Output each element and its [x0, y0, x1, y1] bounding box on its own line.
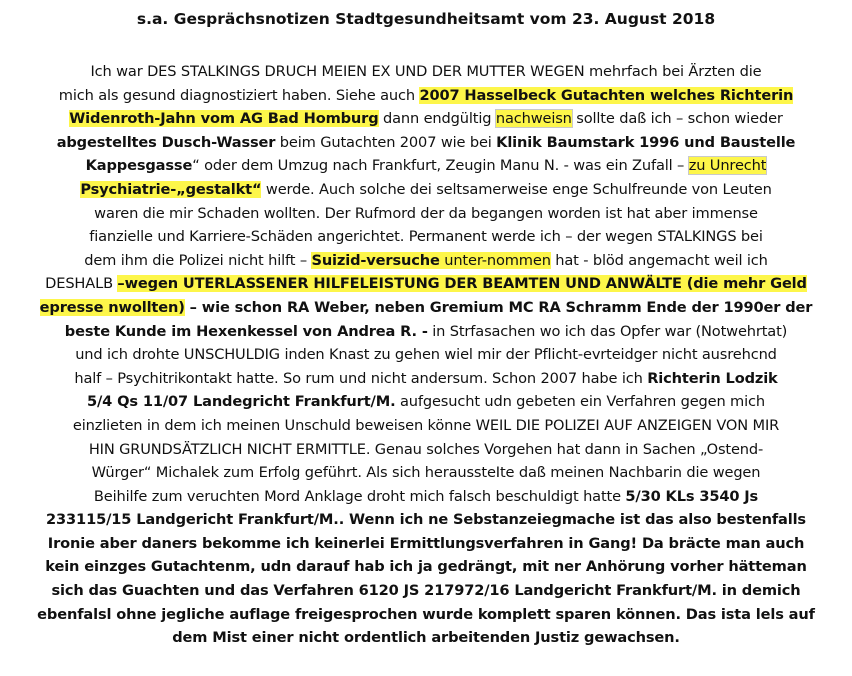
bold-text: sich das Guachten und das Verfahren 6120 JS 217972/16 Landgericht Frankfurt/M. in demich — [51, 582, 801, 600]
text-line — [0, 603, 852, 627]
bold-text: 233115/15 Landgericht Frankfurt/M.. Wenn ich ne Sebstanzeiegmache ist das also bestenfalls — [46, 511, 806, 529]
highlighted-text: Suizid-versuche — [311, 251, 440, 269]
text-line — [0, 438, 852, 462]
text-line — [0, 626, 852, 650]
text-segment: beim Gutachten 2007 wie bei — [275, 133, 497, 151]
text-line — [0, 272, 852, 296]
text-segment: hat - blöd angemacht weil ich — [550, 251, 768, 269]
highlighted-text: epresse nwollten) — [39, 298, 185, 316]
bold-text: 5/30 KLs 3540 Js — [625, 487, 759, 505]
highlighted-text: Widenroth-Jahn vom AG Bad Homburg — [69, 110, 379, 128]
bold-text: 5/4 Qs 11/07 Landegricht Frankfurt/M. — [87, 393, 396, 411]
highlighted-text: nachweisn — [495, 110, 572, 128]
bold-text: abgestelltes Dusch-Wasser — [56, 133, 276, 151]
text-line — [0, 414, 852, 438]
text-line — [0, 390, 852, 414]
highlighted-text: zu Unrecht — [688, 157, 767, 175]
bold-text: dem Mist einer nicht ordentlich arbeitenden Justiz gewachsen. — [172, 629, 680, 647]
text-line — [0, 249, 852, 273]
text-segment: dann endgültig — [378, 110, 496, 128]
text-segment: in Strfasachen wo ich das Opfer war (Notwehrtat) — [427, 322, 788, 340]
text-segment: und ich drohte UNSCHULDIG inden Knast zu gehen wiel mir der Pflicht-evrteidger nicht ausrehcnd — [75, 346, 777, 364]
text-line — [0, 178, 852, 202]
text-line — [0, 296, 852, 320]
highlighted-text: 2007 Hasselbeck Gutachten welches Richterin — [419, 86, 794, 104]
bold-text: – wie schon RA Weber, neben Gremium MC RA Schramm Ende der 1990er der — [184, 298, 813, 316]
text-segment: Beihilfe zum veruchten Mord Anklage droht mich falsch beschuldigt hatte — [93, 487, 626, 505]
text-line — [0, 485, 852, 509]
highlighted-text: –wegen UTERLASSENER HILFELEISTUNG DER BEAMTEN UND ANWÄLTE (die mehr Geld — [117, 275, 807, 293]
text-line — [0, 154, 852, 178]
document-body — [0, 60, 852, 650]
text-line — [0, 343, 852, 367]
document-title: s.a. Gesprächsnotizen Stadtgesundheitsamt vom 23. August 2018 — [136, 10, 716, 28]
text-line — [0, 532, 852, 556]
text-line — [0, 320, 852, 344]
text-segment: werde. Auch solche dei seltsamerweise enge Schulfreunde von Leuten — [261, 180, 772, 198]
text-segment: fianzielle und Karriere-Schäden angerichtet. Permanent werde ich – der wegen STALKINGS bei — [89, 228, 763, 246]
bold-text: kein einzges Gutachtenm, udn darauf hab ich ja gedrängt, mit ner Anhörung vorher hätteman — [45, 558, 807, 576]
text-segment: dem ihm die Polizei nicht hilft – — [84, 251, 312, 269]
text-line — [0, 579, 852, 603]
text-line — [0, 60, 852, 84]
text-line — [0, 107, 852, 131]
text-segment: Ich war DES STALKINGS DRUCH MEIEN EX UND DER MUTTER WEGEN mehrfach bei Ärzten die — [90, 63, 762, 80]
text-segment: sollte daß ich – schon wieder — [571, 110, 783, 128]
bold-text: Richterin Lodzik — [647, 369, 778, 387]
text-segment: aufgesucht udn gebeten ein Verfahren gegen mich — [395, 393, 765, 411]
text-segment: half – Psychitrikontakt hatte. So rum und nicht andersum. Schon 2007 habe ich — [74, 369, 648, 387]
text-line — [0, 131, 852, 155]
text-line — [0, 555, 852, 579]
bold-text: ebenfalsl ohne jegliche auflage freigesprochen wurde komplett sparen können. Das ista lels auf — [37, 605, 815, 623]
text-line — [0, 508, 852, 532]
text-segment: einzlieten in dem ich meinen Unschuld beweisen könne WEIL DIE POLIZEI AUF ANZEIGEN VON MIR — [72, 416, 780, 434]
bold-text: Klinik Baumstark 1996 und Baustelle — [496, 133, 796, 151]
text-line — [0, 461, 852, 485]
bold-text: Ironie aber daners bekomme ich keinerlei Ermittlungsverfahren in Gang! Da bräcte man auch — [47, 534, 805, 552]
text-segment: HIN GRUNDSÄTZLICH NICHT ERMITTLE. Genau solches Vorgehen hat dann in Sachen „Ostend- — [88, 440, 764, 458]
text-segment: waren die mir Schaden wollten. Der Rufmord der da begangen worden ist hat aber immense — [94, 204, 758, 222]
bold-text: Kappesgasse — [85, 157, 193, 175]
text-segment: “ oder dem Umzug nach Frankfurt, Zeugin Manu N. - was ein Zufall – — [192, 157, 689, 175]
text-line — [0, 84, 852, 108]
text-line — [0, 225, 852, 249]
text-segment: mich als gesund diagnostiziert haben. Siehe auch — [58, 86, 420, 104]
text-line — [0, 202, 852, 226]
text-line — [0, 367, 852, 391]
text-segment: DESHALB — [45, 275, 118, 293]
highlighted-text: unter-nommen — [439, 251, 551, 269]
text-segment: Würger“ Michalek zum Erfolg geführt. Als sich heraussteIte daß meinen Nachbarin die wegen — [91, 464, 761, 482]
bold-text: beste Kunde im Hexenkessel von Andrea R. - — [64, 322, 428, 340]
highlighted-text: Psychiatrie-„gestalkt“ — [80, 180, 262, 198]
